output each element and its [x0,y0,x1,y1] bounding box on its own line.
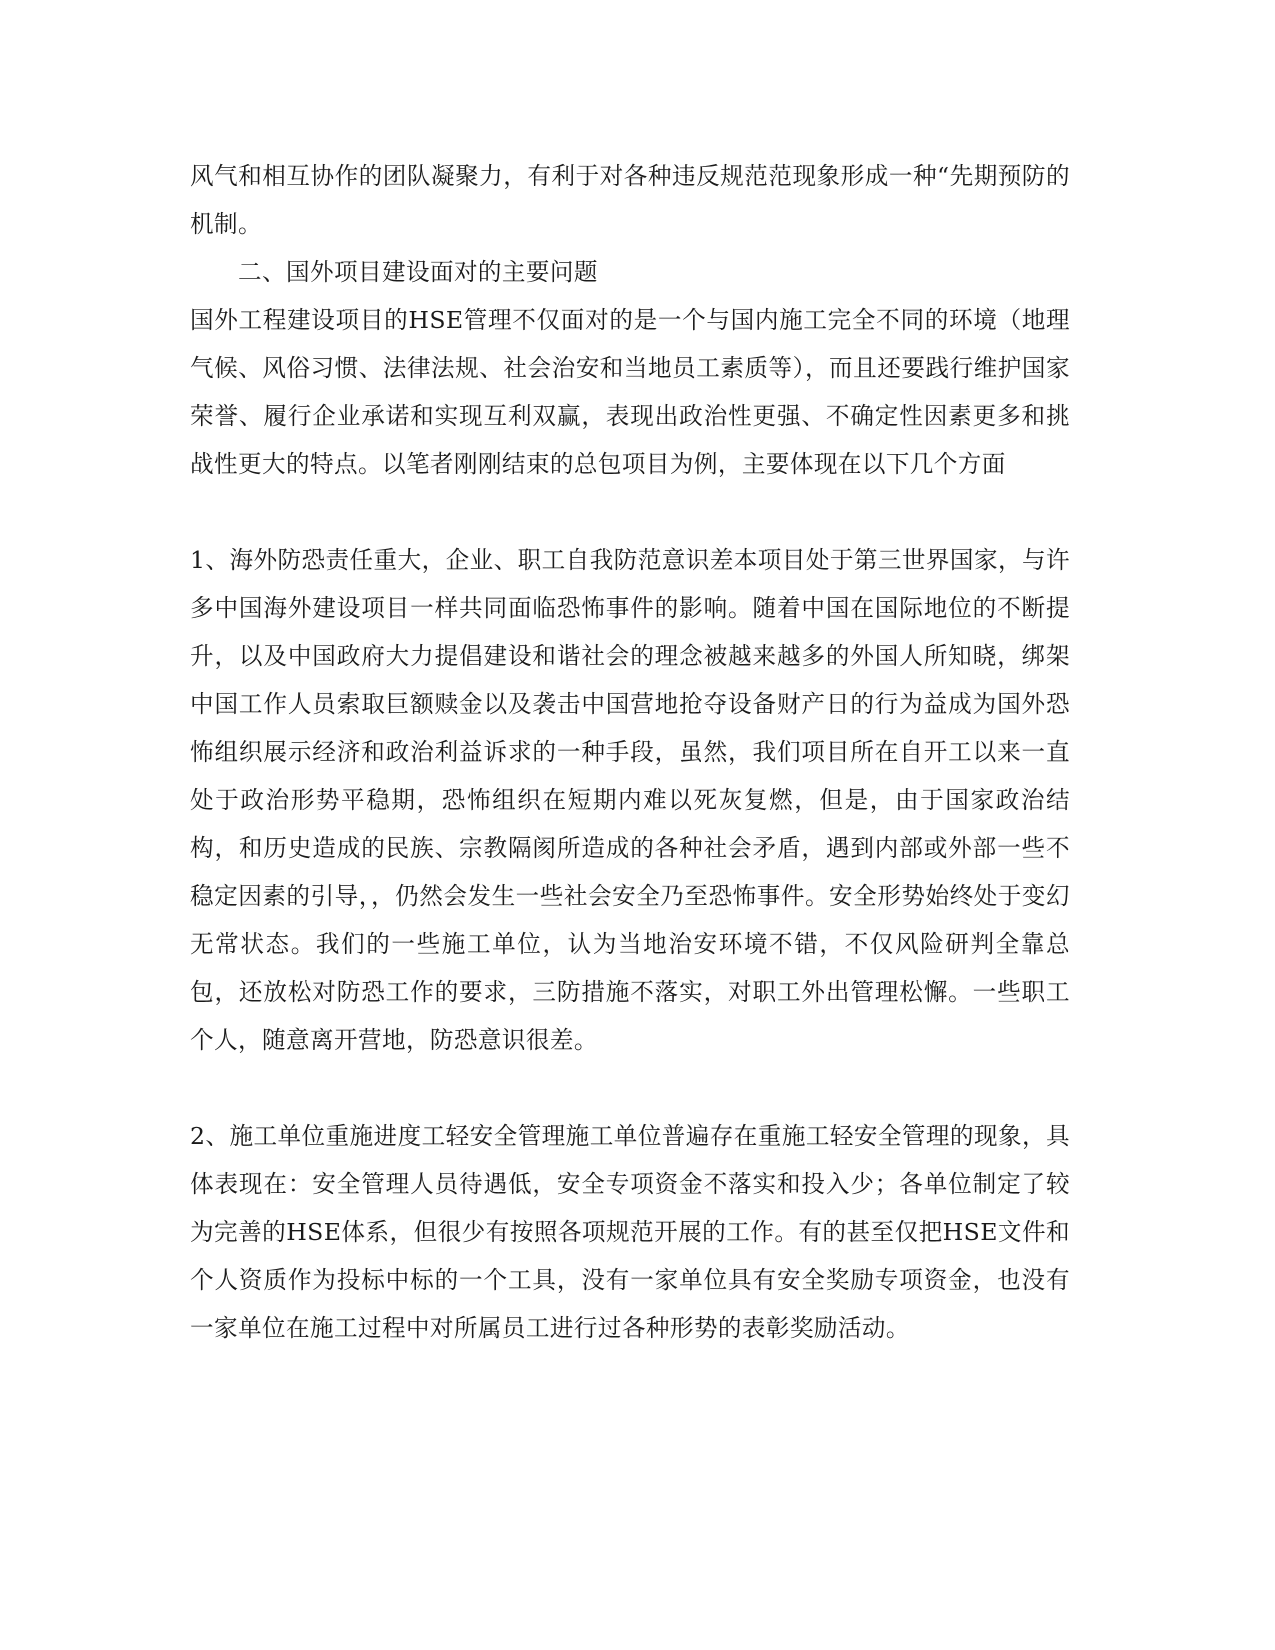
paragraph-spacer [190,1064,1070,1112]
paragraph-item-1: 1、海外防恐责任重大，企业、职工自我防范意识差本项目处于第三世界国家，与许多中国海外建设项目一样共同面临恐怖事件的影响。随着中国在国际地位的不断提升，以及中国政府大力提倡建设和谐社会的理念被越来越多的外国人所知晓，绑架中国工作人员索取巨额赎金以及袭击中国营地抢夺设备财产日的行为益成为国外恐怖组织展示经济和政治利益诉求的一种手段，虽然，我们项目所在自开工以来一直处于政治形势平稳期，恐怖组织在短期内难以死灰复燃，但是，由于国家政治结构，和历史造成的民族、宗教隔阂所造成的各种社会矛盾，遇到内部或外部一些不稳定因素的引导，，仍然会发生一些社会安全乃至恐怖事件。安全形势始终处于变幻无常状态。我们的一些施工单位，认为当地治安环境不错，不仅风险研判全靠总包，还放松对防恐工作的要求，三防措施不落实，对职工外出管理松懈。一些职工个人，随意离开营地，防恐意识很差。 [190,546,1070,1054]
section-heading: 二、国外项目建设面对的主要问题 [238,258,598,286]
paragraph-intro: 国外工程建设项目的HSE管理不仅面对的是一个与国内施工完全不同的环境（地理气候、风俗习惯、法律法规、社会治安和当地员工素质等），而且还要践行维护国家荣誉、履行企业承诺和实现互利双赢，表现出政治性更强、不确定性因素更多和挑战性更大的特点。以笔者刚刚结束的总包项目为例，主要体现在以下几个方面 [190,306,1070,478]
paragraph-item-2: 2、施工单位重施进度工轻安全管理施工单位普遍存在重施工轻安全管理的现象，具体表现在：安全管理人员待遇低，安全专项资金不落实和投入少；各单位制定了较为完善的HSE体系，但很少有按照各项规范开展的工作。有的甚至仅把HSE文件和个人资质作为投标中标的一个工具，没有一家单位具有安全奖励专项资金，也没有一家单位在施工过程中对所属员工进行过各种形势的表彰奖励活动。 [190,1122,1070,1342]
document-body [190,152,1070,1352]
paragraph-continued: 风气和相互协作的团队凝聚力，有利于对各种违反规范范现象形成一种“先期预防的机制。 [190,162,1070,238]
paragraph-spacer [190,488,1070,536]
